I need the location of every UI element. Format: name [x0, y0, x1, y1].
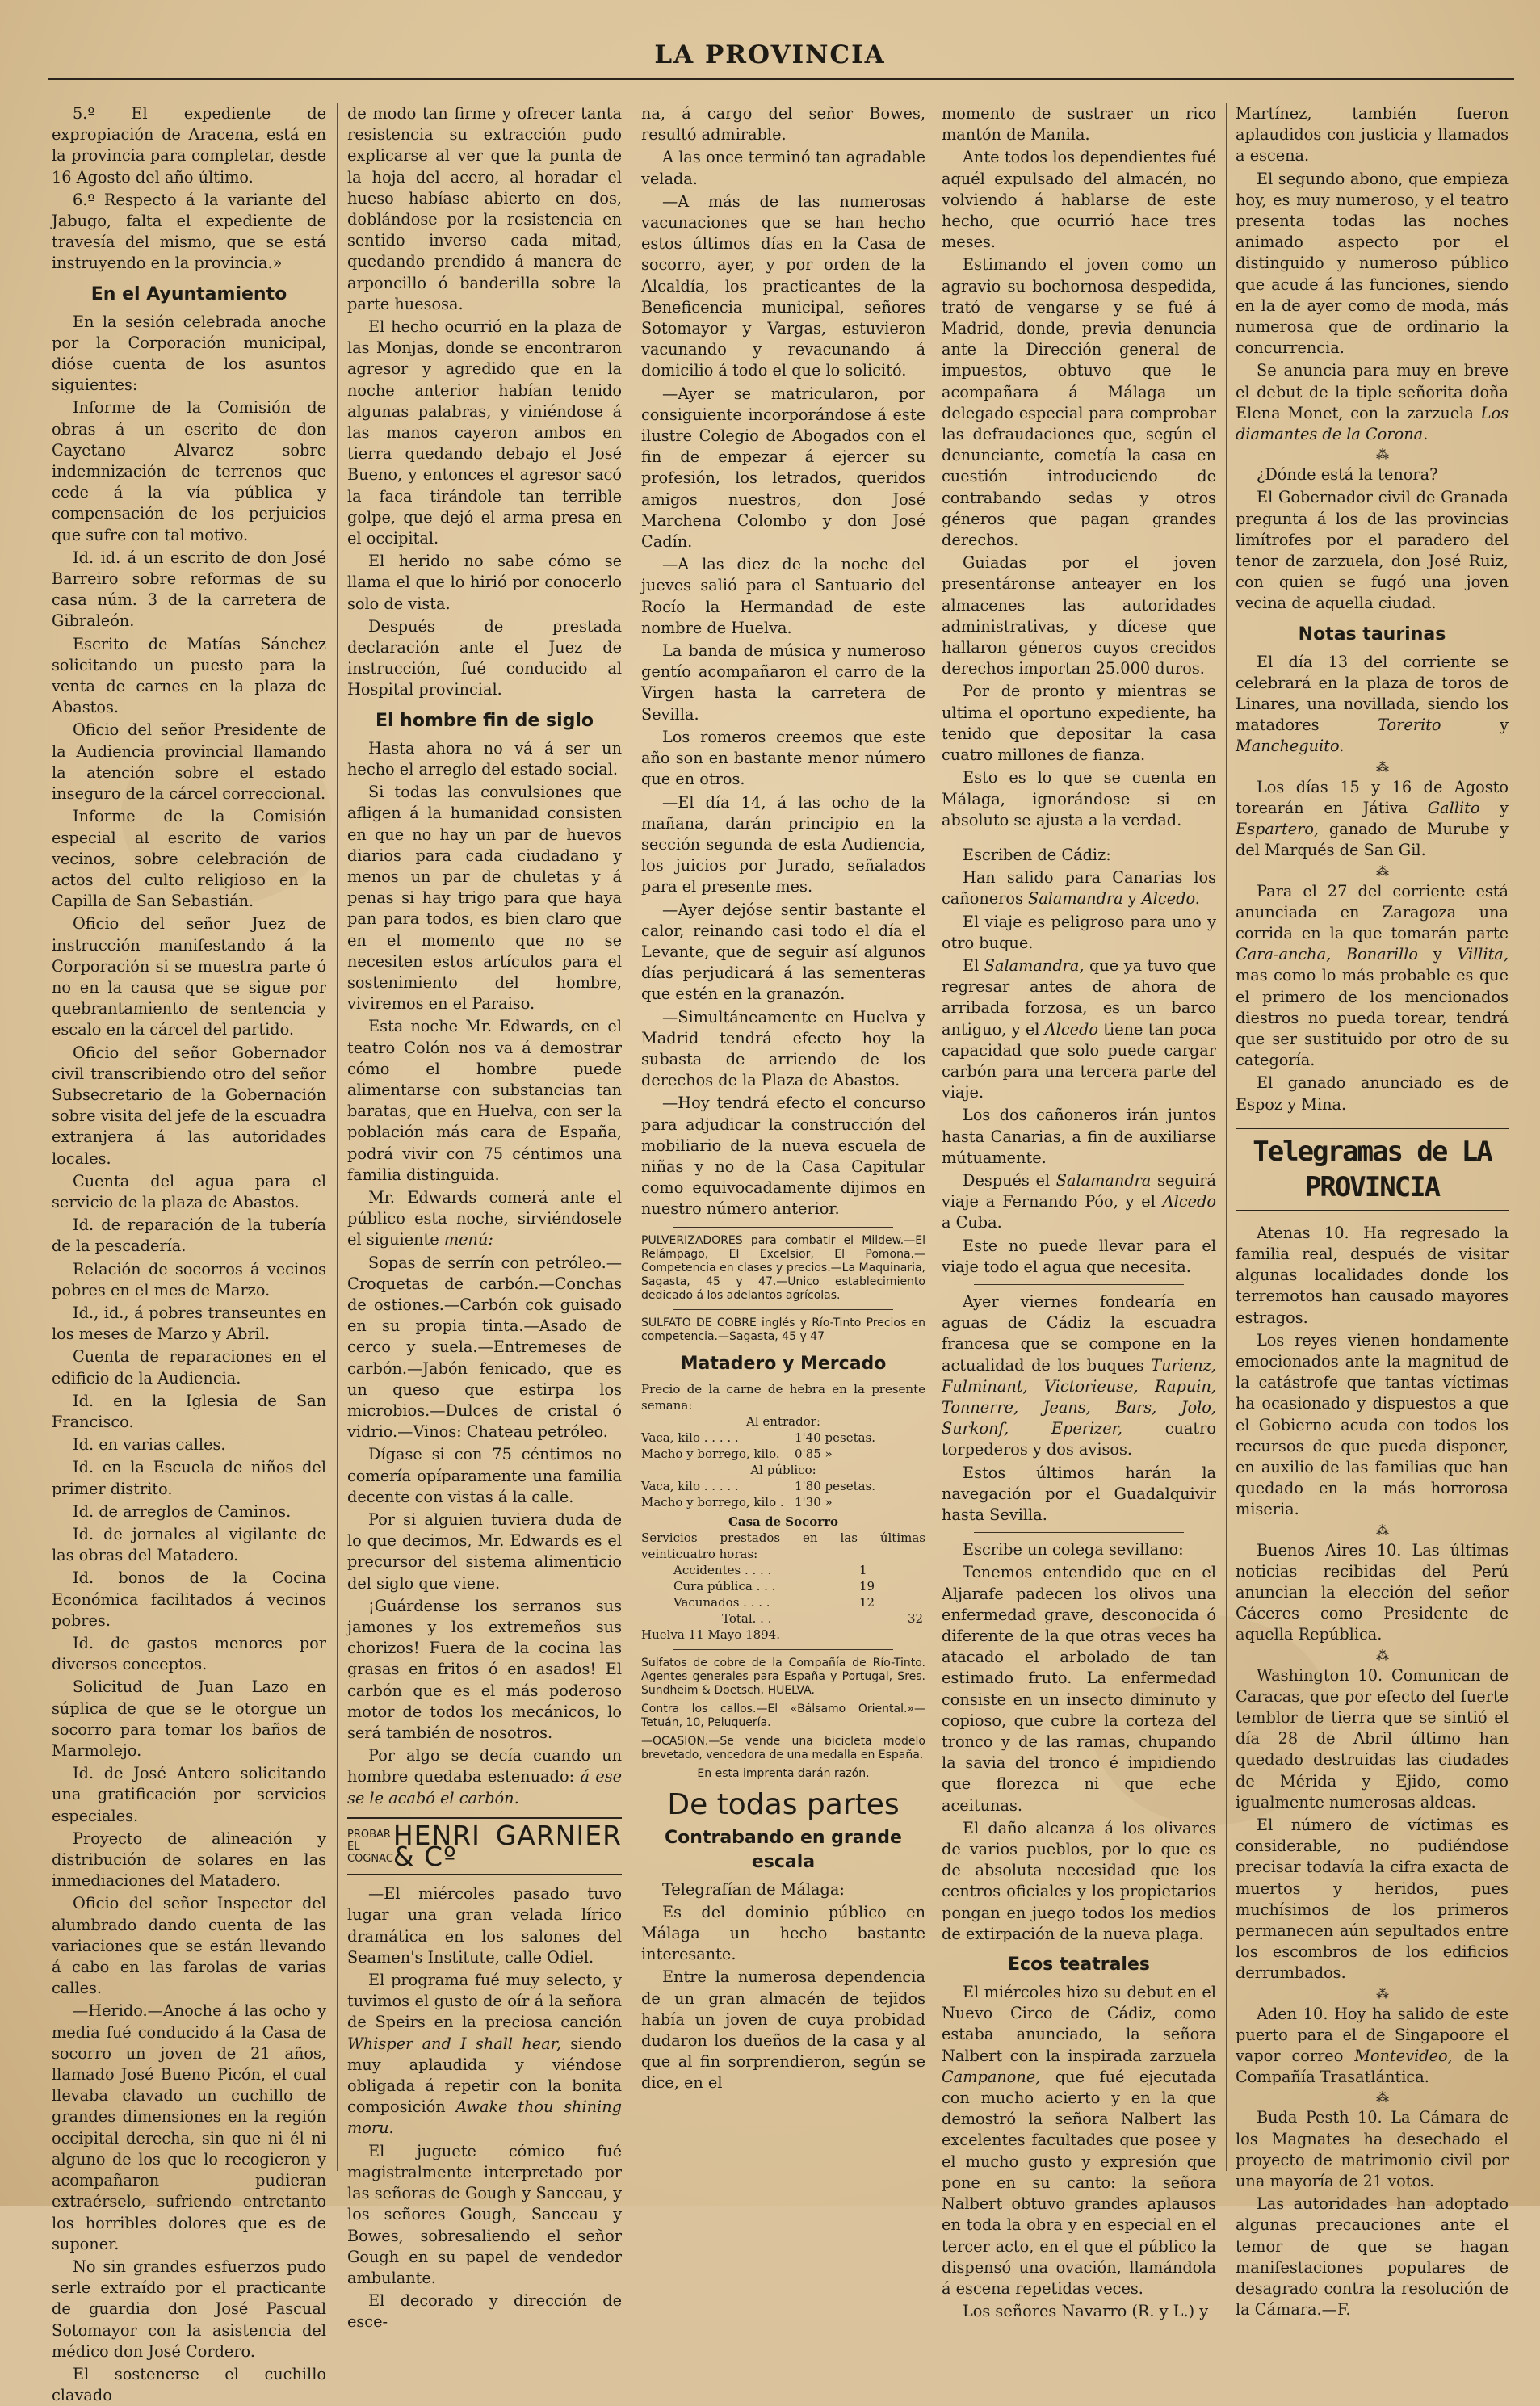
article-paragraph: Oficio del señor Presidente de la Audiencia provincial llamando la atención sobre el estado inseguro de la cárcel correccional.: [52, 720, 326, 804]
text-run: que fué ejecutada con mucho acierto y en la que demostró la señora Nalbert las excelentes facultades que posee y el mucho gusto y expresión que pone en su canto: la señora Nalbert obtuvo grandes aplausos en toda la obra y en especial en el tercer acto, en el que el público la dispensó una ovación, llamándola á escena repetidas veces.: [942, 2067, 1216, 2298]
text-run: El: [963, 955, 980, 975]
text-run: que ya tuvo que regresar antes de ahora de arribada forzosa, es un barco antiguo, y el: [942, 955, 1216, 1039]
italic-run: Alcedo: [1044, 1019, 1098, 1039]
separator-stars: ⁂: [1376, 2089, 1389, 2106]
divider: [974, 1284, 1184, 1285]
section-heading-ecos-teatrales: Ecos teatrales: [1008, 1955, 1150, 1976]
article-paragraph: Martínez, también fueron aplaudidos con justicia y llamados a escena.: [1236, 104, 1509, 166]
advertisement-bicicleta: —OCASION.—Se vende una bicicleta modelo brevetado, vencedora de una medalla en España.: [641, 1734, 925, 1761]
article-paragraph: Id. de gastos menores por diversos conceptos.: [52, 1634, 326, 1674]
article-paragraph: [1236, 360, 1509, 445]
article-paragraph: 5.º El expediente de expropiación de Aracena, está en la provincia para completar, desde 16 Agosto del año último.: [52, 104, 326, 187]
advertisement-bicicleta-note: En esta imprenta darán razón.: [697, 1766, 870, 1780]
article-paragraph: En la sesión celebrada anoche por la Corporación municipal, dióse cuenta de los asuntos siguientes:: [52, 312, 326, 395]
column-rule: [1226, 103, 1227, 2171]
article-paragraph: —A las diez de la noche del jueves salió para el Santuario del Rocío la Hermandad de este nombre de Huelva.: [641, 555, 925, 637]
article-paragraph: Hasta ahora no vá á ser un hecho el arreglo del estado social.: [347, 738, 622, 779]
italic-run: menú:: [443, 1230, 493, 1249]
section-heading-matadero: Matadero y Mercado: [680, 1353, 887, 1374]
italic-run: Salamandra,: [984, 955, 1085, 975]
socorro-value: 19: [859, 1578, 875, 1594]
price-intro: Precio de la carne de hebra en la presente semana:: [641, 1381, 925, 1413]
article-paragraph: 6.º Respecto á la variante del Jabugo, falta el expediente de travesía del mismo, que se está instruyendo en la provincia.»: [52, 190, 326, 273]
masthead-rule: [48, 78, 1514, 80]
article-paragraph: Telegrafían de Málaga:: [662, 1879, 845, 1899]
article-paragraph: El hecho ocurrió en la plaza de las Monjas, donde se encontraron agresor y agredido que en la noche anterior habían tenido algunas palabras, y viniéndose á las manos cayeron ambos en tierra quedando debajo el José Bueno, y entonces el agresor sacó la faca tirándole tan terrible golpe, que dejó el arma presa en el occipital.: [347, 317, 622, 548]
article-paragraph: Washington 10. Comunican de Caracas, que por efecto del fuerte temblor de tierra que se sintió el día 28 de Abril último han quedado destruidas las ciudades de Mérida y Ejido, como igualmente numerosas aldeas.: [1236, 1665, 1509, 1812]
article-paragraph: Entre la numerosa dependencia de un gran almacén de tejidos había un joven de cuya probidad dudaron los dueños de la casa y al que al fin sorprendieron, según se dice, en el: [641, 1967, 925, 2093]
article-paragraph: —Herido.—Anoche á las ocho y media fué conducido á la Casa de socorro un joven de 21 años, llamado José Bueno Picón, el cual llevaba clavado un cuchillo de grandes dimensiones en la región occipital derecha, sin que ni él ni alguno de los que lo recogieron y acompañaron pudieran extraérselo, sufriendo entretanto los horribles dolores que es de suponer.: [52, 2001, 326, 2253]
article-paragraph: na, á cargo del señor Bowes, resultó admirable.: [641, 104, 925, 145]
article-paragraph: Id. bonos de la Cocina Económica facilitados á vecinos pobres.: [52, 1568, 326, 1630]
article-paragraph: Cuenta del agua para el servicio de la plaza de Abastos.: [52, 1171, 326, 1211]
price-subhead: Al público:: [750, 1462, 816, 1477]
article-paragraph: Ante todos los dependientes fué aquél expulsado del almacén, no volviendo á hablarse de este hecho, que ocurrió hace tres meses.: [942, 148, 1216, 252]
price-value: 1'30 »: [795, 1494, 833, 1510]
italic-run: Villita,: [1457, 945, 1509, 964]
article-paragraph: Es del dominio público en Málaga un hecho bastante interesante.: [641, 1902, 925, 1964]
divider: [673, 1227, 893, 1228]
article-paragraph: Id. de jornales al vigilante de las obras del Matadero.: [52, 1525, 326, 1565]
socorro-row: [641, 1562, 925, 1578]
article-paragraph: —Simultáneamente en Huelva y Madrid tendrá efecto hoy la subasta de arriendo de los derechos de la Plaza de Abastos.: [641, 1007, 925, 1090]
text-run: siendo muy aplaudida y viéndose obligada á repetir con la bonita composición: [347, 2034, 622, 2117]
separator-stars: ⁂: [1376, 1985, 1389, 2001]
article-paragraph: Estimando el joven como un agravio su bochornosa despedida, trató de vengarse y se fué á Madrid, donde, previa denuncia ante la Dirección general de impuestos, obtuvo que le acompañara á Málaga un delegado especial para comprobar las defraudaciones que, según el denunciante, cometía la casa en cuestión introduciendo de contrabando sedas y otros géneros que pagan grandes derechos.: [942, 255, 1216, 550]
socorro-row: [641, 1578, 925, 1594]
separator-stars: ⁂: [1376, 1647, 1389, 1663]
article-paragraph: Id. id. á un escrito de don José Barreiro sobre reformas de su casa núm. 3 de la carretera de Gibraleón.: [52, 548, 326, 631]
article-paragraph: Por si alguien tuviera duda de lo que decimos, Mr. Edwards es el precursor del sistema alimenticio del siglo que viene.: [347, 1510, 622, 1593]
text-run: El programa fué muy selecto, y tuvimos el gusto de oír á la señora de Speirs en la preciosa canción: [347, 1971, 622, 2032]
article-paragraph: Informe de la Comisión especial al escrito de varios vecinos, sobre celebración de actos del culto religioso en la Capilla de San Sebastián.: [52, 807, 326, 911]
column-rule: [337, 103, 338, 2171]
italic-run: Montevideo,: [1354, 2047, 1453, 2066]
article-paragraph: Después de prestada declaración ante el Juez de instrucción, fué conducido al Hospital provincial.: [347, 616, 622, 699]
article-paragraph: Id. de reparación de la tubería de la pescadería.: [52, 1216, 326, 1256]
article-paragraph: ¿Dónde está la tenora?: [1257, 465, 1438, 485]
divider: [673, 1649, 893, 1650]
price-value: 0'85 »: [795, 1446, 833, 1461]
socorro-value: 1: [859, 1562, 867, 1577]
text-run: Ayer viernes fondearía en aguas de Cádiz la escuadra francesa que se compone en la actualidad de los buques: [942, 1291, 1216, 1375]
column-1: [52, 103, 326, 2405]
article-paragraph: [1236, 652, 1509, 758]
advertisement-sulfato: SULFATO DE COBRE inglés y Río-Tinto Precios en competencia.—Sagasta, 45 y 47: [641, 1316, 925, 1343]
subheading-contrabando: Contrabando en grande escala: [665, 1827, 902, 1872]
article-paragraph: Esta noche Mr. Edwards, en el teatro Colón nos va á demostrar cómo el hombre puede alimentarse con substancias tan baratas, que en Huelva, con ser la población más cara de España, podrá vivir con 75 céntimos una familia distinguida.: [347, 1017, 622, 1184]
article-paragraph: Los señores Navarro (R. y L.) y: [963, 2302, 1209, 2321]
section-heading-telegramas: Telegramas de LA PROVINCIA: [1236, 1127, 1509, 1211]
socorro-value: 32: [908, 1610, 924, 1626]
socorro-label: Cura pública . . .: [673, 1578, 776, 1594]
price-label: Vaca, kilo . . . . .: [641, 1478, 739, 1493]
socorro-label: Accidentes . . . .: [673, 1562, 772, 1577]
article-paragraph: El herido no sabe cómo se llama el que lo hirió por conocerlo solo de vista.: [347, 552, 622, 613]
price-row: [641, 1446, 925, 1462]
article-paragraph: —Ayer se matricularon, por consiguiente incorporándose á este ilustre Colegio de Abogados con el fin de empezar á ejercer su profesión, los letrados, queridos amigos nuestros, don José Marchena Colombo y don José Cadín.: [641, 384, 925, 552]
italic-run: Torerito: [1378, 716, 1441, 735]
text-run: y: [1433, 945, 1442, 964]
article-paragraph: Los dos cañoneros irán juntos hasta Canarias, a fin de auxiliarse mútuamente.: [942, 1106, 1216, 1167]
article-paragraph: Atenas 10. Ha regresado la familia real, después de visitar algunas localidades donde los terremotos han causado mayores estragos.: [1236, 1223, 1509, 1327]
article-paragraph: El daño alcanza á los olivares de varios pueblos, por lo que es de absoluta necesidad que los centros oficiales y los propietarios pongan en juego todos los medios de extirpación de la nueva plaga.: [942, 1818, 1216, 1943]
article-paragraph: Informe de la Comisión de obras á un escrito de don Cayetano Alvarez sobre indemnización de terrenos que cede á la vía pública y compensación de los perjuicios que sufre con tal motivo.: [52, 398, 326, 544]
article-paragraph: —El día 14, á las ocho de la mañana, darán principio en la sección segunda de esta Audiencia, los juicios por Jurado, señalados para el presente mes.: [641, 792, 925, 896]
italic-run: Los diamantes de la Corona.: [1236, 403, 1509, 444]
italic-run: Cara-ancha, Bonarillo: [1236, 945, 1418, 964]
socorro-total-row: [641, 1610, 925, 1627]
text-run: de la Compañía Trasatlántica.: [1236, 2047, 1509, 2087]
article-paragraph: ¡Guárdense los serranos sus jamones y los extremeños sus chorizos! Fuera de la cocina las grasas en fritos ó en asados! El carbón que es el más poderoso motor de todos los mecánicos, lo será también de nosotros.: [347, 1596, 622, 1743]
article-paragraph: Id. de arreglos de Caminos.: [73, 1501, 292, 1521]
article-paragraph: No sin grandes esfuerzos pudo serle extraído por el practicante de guardia don José Pascual Sotomayor con la asistencia del médico don José Cordero.: [52, 2257, 326, 2361]
italic-run: Alcedo.: [1141, 889, 1200, 909]
article-paragraph: Id. en varias calles.: [73, 1435, 226, 1455]
article-paragraph: Guiadas por el joven presentáronse anteayer en los almacenes las autoridades administrativas, y dícese que hallaron géneros cuyos crecidos derechos importan 25.000 duros.: [942, 553, 1216, 678]
article-paragraph: Los romeros creemos que este año son en bastante menor número que en otros.: [641, 727, 925, 789]
article-paragraph: [942, 867, 1216, 909]
separator-stars: ⁂: [1376, 863, 1389, 879]
article-paragraph: Sopas de serrín con petróleo.—Croquetas de carbón.—Conchas de ostiones.—Carbón cok guisado en su propia tinta.—Asado de cerco y suela.—Entremeses de carbón.—Jabón fenicado, que es un queso que estirpa los microbios.—Dulces de cristal ó vidrio.—Vinos: Chateau petróleo.: [347, 1253, 622, 1442]
divider: [673, 1309, 893, 1310]
price-label: Vaca, kilo . . . . .: [641, 1430, 739, 1445]
italic-run: Campanone,: [942, 2067, 1041, 2086]
article-paragraph: El sostenerse el cuchillo clavado: [52, 2364, 326, 2405]
article-paragraph: A las once terminó tan agradable velada.: [641, 148, 925, 188]
column-2: [347, 103, 622, 2332]
divider: [974, 1532, 1184, 1533]
article-paragraph: El decorado y dirección de esce-: [347, 2291, 622, 2332]
article-paragraph: —A más de las numerosas vacunaciones que se han hecho estos últimos días en la Casa de socorro, ayer, y por orden de la Alcaldía, los practicantes de la Beneficencia municipal, señores Sotomayor y Vargas, estuvieron vacunando y revacunando á domicilio á todo el que lo solicitó.: [641, 191, 925, 380]
article-paragraph: El juguete cómico fué magistralmente interpretado por las señoras de Gough y Sanceau, y los señores Gough, Sanceau y Bowes, sobresaliendo el señor Gough en su papel de vendedor ambulante.: [347, 2141, 622, 2287]
advertisement-sulfatos-rio-tinto: Sulfatos de cobre de la Compañía de Río-Tinto. Agentes generales para España y Portugal, Sres. Sundheim & Doetsch, HUELVA.: [641, 1656, 925, 1697]
article-paragraph: —Hoy tendrá efecto el concurso para adjudicar la construcción del mobiliario de la nueva escuela de niñas y no de la Casa Capitular como equivocadamente dijimos en nuestro número anterior.: [641, 1094, 925, 1219]
socorro-intro: Servicios prestados en las últimas veinticuatro horas:: [641, 1530, 925, 1561]
article-paragraph: El ganado anunciado es de Espoz y Mina.: [1236, 1073, 1509, 1114]
socorro-row: [641, 1594, 925, 1610]
text-run: cuatro torpederos y dos avisos.: [942, 1419, 1216, 1459]
article-paragraph: —El miércoles pasado tuvo lugar una gran velada lírico dramática en los salones del Seamen's Institute, calle Odiel.: [347, 1884, 622, 1967]
article-paragraph: Id. de José Antero solicitando una gratificación por servicios especiales.: [52, 1764, 326, 1825]
italic-run: Alcedo: [1162, 1192, 1216, 1211]
section-heading-notas-taurinas: Notas taurinas: [1298, 624, 1446, 645]
article-paragraph: [1236, 2004, 1509, 2089]
article-paragraph: [347, 1970, 622, 2139]
article-paragraph: El Gobernador civil de Granada pregunta á los de las provincias limítrofes por el paradero del tenor de zarzuela, don José Ruiz, con quien se fugó una joven vecina de aquella ciudad.: [1236, 488, 1509, 613]
article-paragraph: Las autoridades han adoptado algunas precauciones ante el temor de que se hagan manifestaciones populares de desagrado contra la resolución de la Cámara.—F.: [1236, 2194, 1509, 2320]
article-paragraph: [942, 1982, 1216, 2299]
column-4: [942, 103, 1216, 2321]
advertisement-callos: Contra los callos.—El «Bálsamo Oriental.»—Tetuán, 10, Peluquería.: [641, 1702, 925, 1729]
text-run: Por algo se decía cuando un hombre quedaba estenuado:: [347, 1746, 622, 1787]
article-paragraph: El número de víctimas es considerable, no pudiéndose precisar todavía la cifra exacta de muertos y heridos, pues muchísimos de los primeros permanecen aún sepultados entre los escombros de los edificios derrumbados.: [1236, 1816, 1509, 1983]
text-run: mas como lo más probable es que el primero de los mencionados diestros no pueda torear, tendrá que ser sustituido por otro de su categoría.: [1236, 966, 1509, 1070]
price-label: Macho y borrego, kilo.: [641, 1446, 780, 1461]
text-run: ganado de Murube y del Marqués de San Gil.: [1236, 820, 1509, 860]
price-row: [641, 1430, 925, 1446]
text-run: Para el 27 del corriente está anunciada en Zaragoza una corrida en la que tomarán parte: [1236, 881, 1509, 943]
article-paragraph: Estos últimos harán la navegación por el Guadalquivir hasta Sevilla.: [942, 1463, 1216, 1524]
article-paragraph: El segundo abono, que empieza hoy, es muy numeroso, y el teatro presenta todas las noches animado aspecto por el distinguido y numeroso público que acude á las funciones, siendo en la de ayer como de moda, más numerosa que de ordinario la concurrencia.: [1236, 169, 1509, 358]
socorro-label: Vacunados . . . .: [673, 1594, 770, 1610]
text-run: El miércoles hizo su debut en el Nuevo Circo de Cádiz, como estaba anunciado, la señora Nalbert con la inspirada zarzuela: [942, 1983, 1216, 2065]
article-paragraph: Este no puede llevar para el viaje todo el agua que necesita.: [942, 1236, 1216, 1276]
text-run: Han salido para Canarias los cañoneros: [942, 868, 1216, 909]
price-row: [641, 1494, 925, 1510]
separator-stars: ⁂: [1376, 758, 1389, 775]
text-run: Aden 10. Hoy ha salido de este puerto para el de Singapoore el vapor correo: [1236, 2004, 1509, 2066]
text-run: Después el: [963, 1170, 1051, 1190]
section-heading-hombre-fin-de-siglo: El hombre fin de siglo: [375, 710, 594, 731]
article-paragraph: Relación de socorros á vecinos pobres en el mes de Marzo.: [52, 1259, 326, 1300]
article-paragraph: Escribe un colega sevillano:: [963, 1540, 1184, 1560]
price-row: [641, 1478, 925, 1494]
article-paragraph: momento de sustraer un rico mantón de Manila.: [942, 104, 1216, 145]
article-paragraph: [942, 1170, 1216, 1234]
article-paragraph: de modo tan firme y ofrecer tanta resistencia su extracción pudo explicarse al ver que la punta de la hoja del acero, al horadar el hueso habíase abierto en dos, doblándose por la resistencia en sentido inverso cada mitad, quedando prendido á manera de arponcillo ó banderilla sobre la parte huesosa.: [347, 104, 622, 313]
article-paragraph: —Ayer dejóse sentir bastante el calor, reinando casi todo el día el Levante, que de seguir así algunos días perjudicará á las sementeras que estén en la granazón.: [641, 900, 925, 1004]
article-paragraph: [347, 1745, 622, 1809]
advertisement-pulverizadores: PULVERIZADORES para combatir el Mildew.—El Relámpago, El Excelsior, El Pomona.—Competencia en clases y precios.—La Maquinaria, Sagasta, 45 y 47.—Unico establecimiento dedicado á los adelantos agrícolas.: [641, 1233, 925, 1302]
text-run: El día 13 del corriente se celebrará en la plaza de toros de Linares, una novillada, siendo los matadores: [1236, 652, 1509, 735]
text-run: y: [1500, 716, 1509, 735]
italic-run: Espartero,: [1236, 820, 1320, 839]
dateline: Huelva 11 Mayo 1894.: [641, 1627, 780, 1642]
article-paragraph: Proyecto de alineación y distribución de solares en las inmediaciones del Matadero.: [52, 1829, 326, 1891]
italic-run: Gallito: [1427, 798, 1480, 817]
article-paragraph: El viaje es peligroso para uno y otro buque.: [942, 912, 1216, 952]
section-heading-ayuntamiento: En el Ayuntamiento: [90, 283, 287, 304]
text-run: y: [1500, 798, 1509, 817]
text-run: Se anuncia para muy en breve el debut de la tiple señorita doña Elena Monet, con la zarzuela: [1236, 361, 1509, 422]
ad-caption: PROBAR EL COGNAC: [347, 1828, 393, 1865]
italic-run: Whisper and I shall hear,: [347, 2034, 561, 2053]
article-paragraph: Buenos Aires 10. Las últimas noticias recibidas del Perú anuncian la elección del señor Cáceres como Presidente de aquella República.: [1236, 1540, 1509, 1644]
article-paragraph: Escriben de Cádiz:: [963, 845, 1111, 864]
article-paragraph: Id. en la Iglesia de San Francisco.: [52, 1391, 326, 1431]
article-paragraph: [1236, 881, 1509, 1072]
article-paragraph: Los reyes vienen hondamente emocionados ante la magnitud de la catástrofe que tantas víctimas ha ocasionado y dispuestos a que el Gobierno acuda con todos los recursos de que pueda disponer, en auxilio de las familias que han quedado en la más horrorosa miseria.: [1236, 1330, 1509, 1519]
section-heading-de-todas-partes: De todas partes: [667, 1787, 900, 1821]
article-paragraph: Buda Pesth 10. La Cámara de los Magnates ha desechado el proyecto de matrimonio civil por una mayoría de 21 votos.: [1236, 2108, 1509, 2191]
text-run: a Cuba.: [942, 1213, 1002, 1232]
article-paragraph: Dígase si con 75 céntimos no comería opíparamente una familia decente con vistas á la calle.: [347, 1445, 622, 1506]
socorro-value: 12: [859, 1594, 875, 1610]
article-paragraph: La banda de música y numeroso gentío acompañaron el carro de la Virgen hasta la carretera de Sevilla.: [641, 641, 925, 724]
article-paragraph: Solicitud de Juan Lazo en súplica de que se le otorgue un socorro para tomar los baños de Marmolejo.: [52, 1677, 326, 1761]
article-paragraph: Oficio del señor Inspector del alumbrado dando cuenta de las variaciones que se están llevando á cabo en las farolas de varias calles.: [52, 1894, 326, 1998]
price-value: 1'40 pesetas.: [795, 1430, 876, 1445]
column-3: [641, 103, 925, 2179]
price-subhead: Al entrador:: [746, 1413, 820, 1429]
text-run: Los días 15 y 16 de Agosto torearán en Játiva: [1236, 777, 1509, 817]
text-run: seguirá viaje a Fernando Póo, y el: [942, 1170, 1216, 1211]
article-paragraph: Tenemos entendido que en el Aljarafe padecen los olivos una enfermedad grave, desconocida ó diferente de la que otras veces ha atacado el arbolado de tan estimado fruto. La enfermedad consiste en un insecto diminuto y copioso, que cubre la corteza del tronco y de las ramas, chupando la savia del tronco é impidiendo que florezca ni que eche aceitunas.: [942, 1563, 1216, 1815]
article-paragraph: [942, 1291, 1216, 1461]
separator-stars: ⁂: [1376, 1522, 1389, 1538]
article-paragraph: Si todas las convulsiones que afligen á la humanidad consisten en que no hay un par de huevos diarios para cada ciudadano y menos un par de chuletas y á penas si hay trigo para que haya pan para todos, es bien claro que en el momento que no se necesiten estos artículos para el sostenimiento del hombre, viviremos en el Paraiso.: [347, 783, 622, 1014]
article-paragraph: Oficio del señor Juez de instrucción manifestando á la Corporación si se muestra parte ó no en la causa que se sigue por quebrantamiento de sentencia y escalo en la cárcel del partido.: [52, 914, 326, 1039]
ad-brand: HENRI GARNIER & Cº: [392, 1819, 622, 1873]
article-paragraph: Id. en la Escuela de niños del primer distrito.: [52, 1458, 326, 1498]
text-run: y: [1127, 889, 1137, 909]
article-paragraph: [1236, 777, 1509, 862]
article-paragraph: [942, 955, 1216, 1103]
article-paragraph: Cuenta de reparaciones en el edificio de la Audiencia.: [52, 1347, 326, 1388]
price-label: Macho y borrego, kilo .: [641, 1494, 784, 1510]
article-paragraph: Oficio del señor Gobernador civil transcribiendo otro del señor Subsecretario de la Gobernación sobre visita del jefe de la escuadra extranjera á las autoridades locales.: [52, 1043, 326, 1168]
italic-run: á ese se le acabó el carbón.: [347, 1767, 622, 1808]
socorro-label: Total. . .: [722, 1610, 772, 1626]
column-5: [1236, 103, 1509, 2320]
article-paragraph: Escrito de Matías Sánchez solicitando un puesto para la venta de carnes en la plaza de Abastos.: [52, 634, 326, 717]
separator-stars: ⁂: [1376, 447, 1389, 463]
section-heading-casa-socorro: Casa de Socorro: [728, 1514, 839, 1529]
masthead-title: LA PROVINCIA: [654, 40, 886, 69]
article-paragraph: [347, 1187, 622, 1251]
text-run: Mr. Edwards comerá ante el público esta noche, sirviéndosele el siguiente: [347, 1187, 622, 1249]
article-paragraph: Por de pronto y mientras se ultima el oportuno expediente, ha tenido que depositar la casa cuatro millones de fianza.: [942, 682, 1216, 765]
article-paragraph: Esto es lo que se cuenta en Málaga, ignorándose si en absoluto se ajusta a la verdad.: [942, 768, 1216, 829]
advertisement-henri-garnier: [347, 1817, 622, 1875]
italic-run: Salamandra: [1028, 889, 1123, 909]
article-paragraph: Id., id., á pobres transeuntes en los meses de Marzo y Abril.: [52, 1303, 326, 1344]
italic-run: Mancheguito.: [1236, 737, 1345, 756]
italic-run: Turienz, Fulminant, Victorieuse, Rapuin, Tonnerre, Jeans, Bars, Jolo, Surkonf, Eperizer,: [942, 1355, 1216, 1438]
text-run: tiene tan poca capacidad que solo puede cargar carbón para una tercera parte del viaje.: [942, 1019, 1216, 1102]
price-value: 1'80 pesetas.: [795, 1478, 876, 1493]
italic-run: Salamandra: [1055, 1170, 1152, 1190]
italic-run: Awake thou shining moru.: [347, 2097, 622, 2138]
